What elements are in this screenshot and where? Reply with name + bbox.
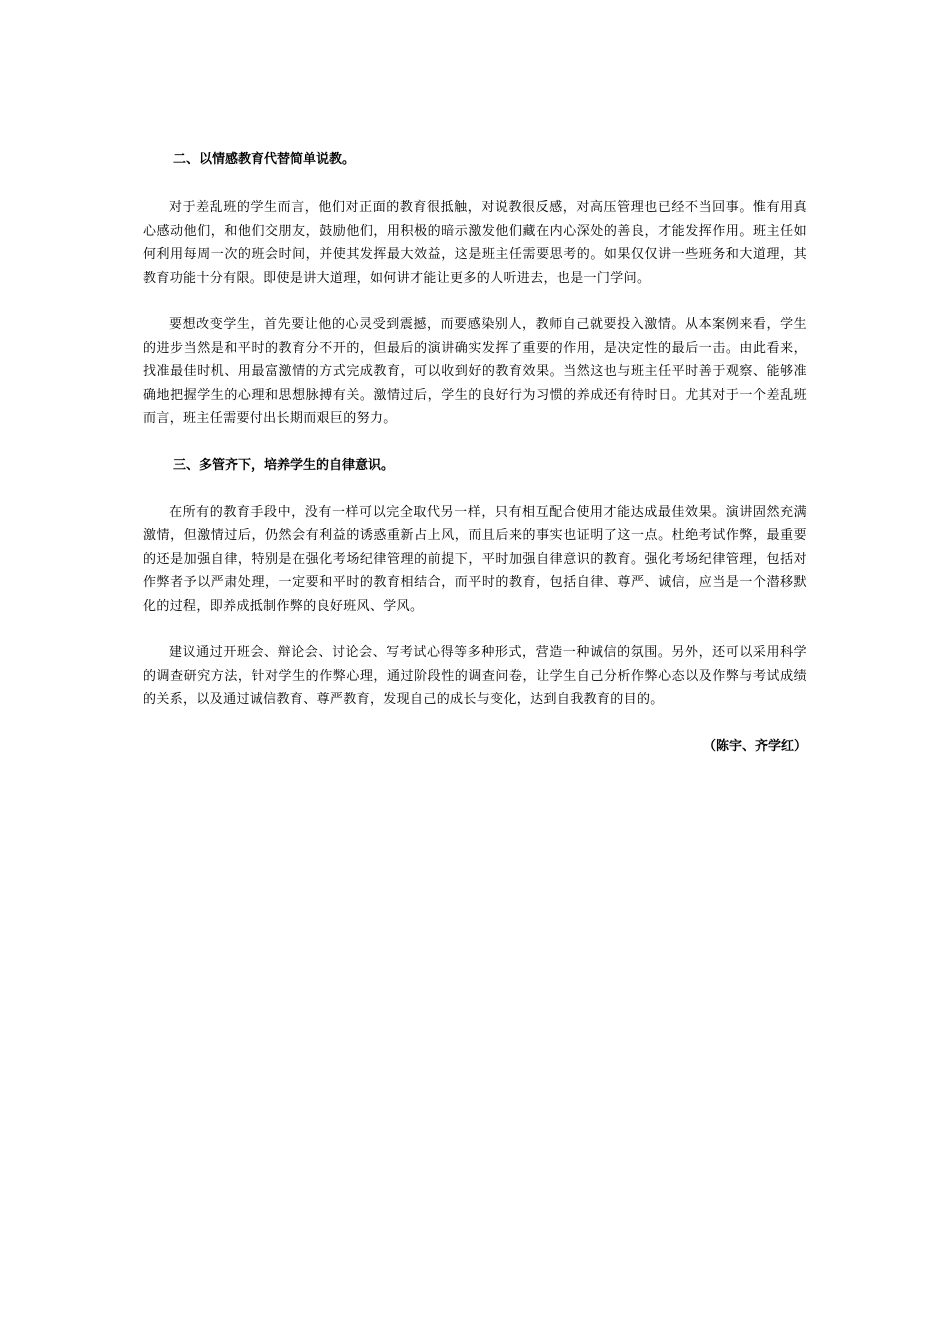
paragraph-3: 在所有的教育手段中，没有一样可以完全取代另一样，只有相互配合使用才能达成最佳效果。演讲固然充满激情，但激情过后，仍然会有利益的诱惑重新占上风，而且后来的事实也证明了这一点。杜绝考试作弊，最重要的还是加强自律，特别是在强化考场纪律管理的前提下，平时加强自律意识的教育。强化考场纪律管理，包括对作弊者予以严肃处理，一定要和平时的教育相结合，而平时的教育，包括自律、尊严、诚信，应当是一个潜移默化的过程，即养成抵制作弊的良好班风、学风。 (143, 504, 807, 614)
section-heading-3: 三、多管齐下，培养学生的自律意识。 (173, 457, 395, 473)
section-heading-2: 二、以情感教育代替简单说教。 (173, 152, 356, 167)
paragraph-2: 要想改变学生，首先要让他的心灵受到震撼，而要感染别人，教师自己就要投入激情。从本案例来看，学生的进步当然是和平时的教育分不开的，但最后的演讲确实发挥了重要的作用，是决定性的最后一击。由此看来，找准最佳时机、用最富激情的方式完成教育，可以收到好的教育效果。当然这也与班主任平时善于观察、能够准确地把握学生的心理和思想脉搏有关。激情过后，学生的良好行为习惯的养成还有待时日。尤其对于一个差乱班而言，班主任需要付出长期而艰巨的努力。 (143, 317, 807, 426)
author-signature: （陈宇、齐学红） (702, 738, 807, 754)
document-page (143, 148, 807, 759)
paragraph-4: 建议通过开班会、辩论会、讨论会、写考试心得等多种形式，营造一种诚信的氛围。另外，还可以采用科学的调查研究方法，针对学生的作弊心理，通过阶段性的调查问卷，让学生自己分析作弊心态以及作弊与考试成绩的关系，以及通过诚信教育、尊严教育，发现自己的成长与变化，达到自我教育的目的。 (143, 645, 807, 707)
paragraph-1: 对于差乱班的学生而言，他们对正面的教育很抵触，对说教很反感，对高压管理也已经不当回事。惟有用真心感动他们，和他们交朋友，鼓励他们，用积极的暗示激发他们藏在内心深处的善良，才能发挥作用。班主任如何利用每周一次的班会时间，并使其发挥最大效益，这是班主任需要思考的。如果仅仅讲一些班务和大道理，其教育功能十分有限。即使是讲大道理，如何讲才能让更多的人听进去，也是一门学问。 (143, 200, 807, 286)
